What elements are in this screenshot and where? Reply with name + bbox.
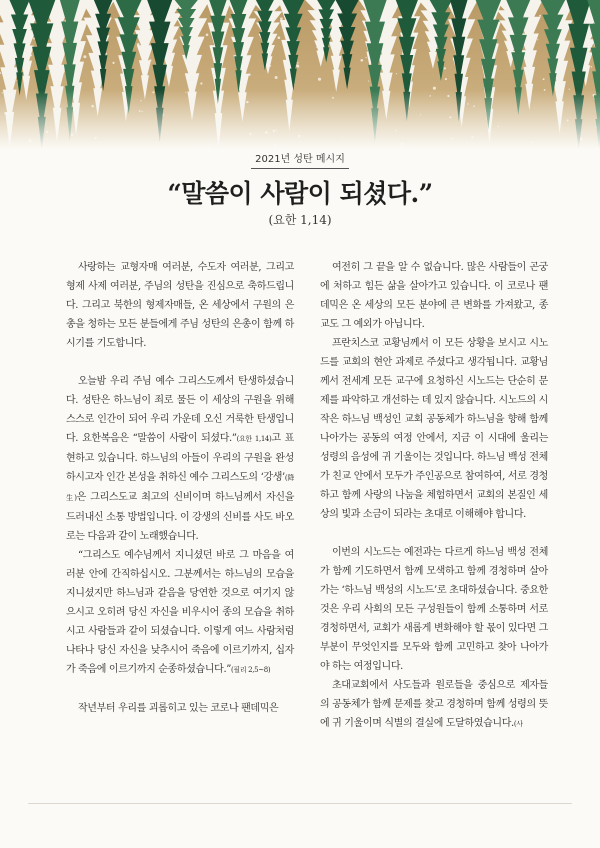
paragraph: 여전히 그 끝을 알 수 없습니다. 많은 사람들이 곤궁에 처하고 힘든 삶을 살아가고 있습니다. 이 코로나 팬데믹은 온 세상의 모든 분야에 큰 변화를 가져왔고, 종교도 그 예외가 아닙니다. <box>320 262 548 330</box>
page-title: “말씀이 사람이 되셨다.” <box>167 179 433 208</box>
message-tag <box>0 150 600 169</box>
scripture-reference: (요한 1,14) <box>268 213 332 227</box>
paragraph: 작년부터 우리를 괴롭히고 있는 코로나 팬데믹은 <box>78 703 279 714</box>
citation: (요한 1,14) <box>236 435 272 443</box>
paragraph: 이번의 시노드는 예전과는 다르게 하느님 백성 전체가 함께 기도하면서 함께 모색하고 함께 경청하며 살아가는 ‘하느님 백성의 시노드’로 초대하셨습니다. 중요한 것은 우리 사회의 모든 구성원들이 함께 소통하며 서로 경청하면서, 교회가 새롭게 변화해야 할 몫이 있다면 그 부분이 무엇인지를 모두와 함께 고민하고 찾아 나아가야 하는 여정입니다. <box>320 547 548 672</box>
paragraph: “그리스도 예수님께서 지니셨던 바로 그 마음을 여러분 안에 간직하십시오. 그분께서는 하느님의 모습을 지니셨지만 하느님과 같음을 당연한 것으로 여기지 않으시고 오히려 당신 자신을 비우시어 종의 모습을 취하시고 사람들과 같이 되셨습니다. 이렇게 여느 사람처럼 나타나 당신 자신을 낮추시어 죽음에 이르기까지, 십자가 죽음에 이르기까지 순종하셨습니다.”(필리 2,5~8) <box>66 550 294 675</box>
left-column <box>66 258 294 718</box>
pine-forest-illustration <box>0 0 600 150</box>
paragraph: 초대교회에서 사도들과 원로들을 중심으로 제자들의 공동체가 함께 문제를 찾고 경청하며 함께 성령의 뜻에 귀 기울이며 식별의 결실에 도달하였습니다.(사 <box>320 680 548 729</box>
right-column <box>320 258 548 734</box>
citation: (필리 2,5~8) <box>231 666 271 674</box>
citation: (降生) <box>66 474 295 502</box>
paragraph: 오늘밤 우리 주님 예수 그리스도께서 탄생하셨습니다. 성탄은 하느님이 죄로 물든 이 세상의 구원을 위해 스스로 인간이 되어 우리 가운데 오신 거룩한 탄생입니다. 요한복음은 “말씀이 사람이 되셨다.”(요한 1,14)고 표현하고 있습니다. 하느님의 아들이 우리의 구원을 완성하시고자 인간 본성을 취하신 예수 그리스도의 ‘강생’(降生)은 그리스도교 최고의 신비이며 하느님께서 자신을 드러내신 소통 방법입니다. 이 강생의 신비를 사도 바오로는 다음과 같이 노래했습니다. <box>66 376 295 542</box>
divider <box>28 803 572 804</box>
paragraph: 프란치스코 교황님께서 이 모든 상황을 보시고 시노드를 교회의 현안 과제로 주셨다고 생각됩니다. 교황님께서 전세계 모든 교구에 요청하신 시노드는 단순히 문제를 파악하고 개선하는 데 있지 않습니다. 시노드의 시작은 하느님 백성인 교회 공동체가 하느님을 향해 함께 나아가는 공동의 여정 안에서, 지금 이 시대에 울리는 성령의 음성에 귀 기울이는 것입니다. 하느님 백성 전체가 친교 안에서 모두가 주인공으로 참여하여, 서로 경청하고 함께 사랑의 나눔을 체험하면서 교회의 본질인 세상의 빛과 소금이 되라는 초대로 이해해야 합니다. <box>320 338 548 520</box>
paragraph: 사랑하는 교형자매 여러분, 수도자 여러분, 그리고 형제 사제 여러분, 주님의 성탄을 진심으로 축하드립니다. 그리고 북한의 형제자매들, 온 세상에서 구원의 은총을 청하는 모든 분들에게 주님 성탄의 은총이 함께 하시기를 기도합니다. <box>66 262 294 349</box>
message-tag-text: 2021년 성탄 메시지 <box>251 150 349 169</box>
forest-banner <box>0 0 600 150</box>
citation: (사 <box>513 720 523 728</box>
